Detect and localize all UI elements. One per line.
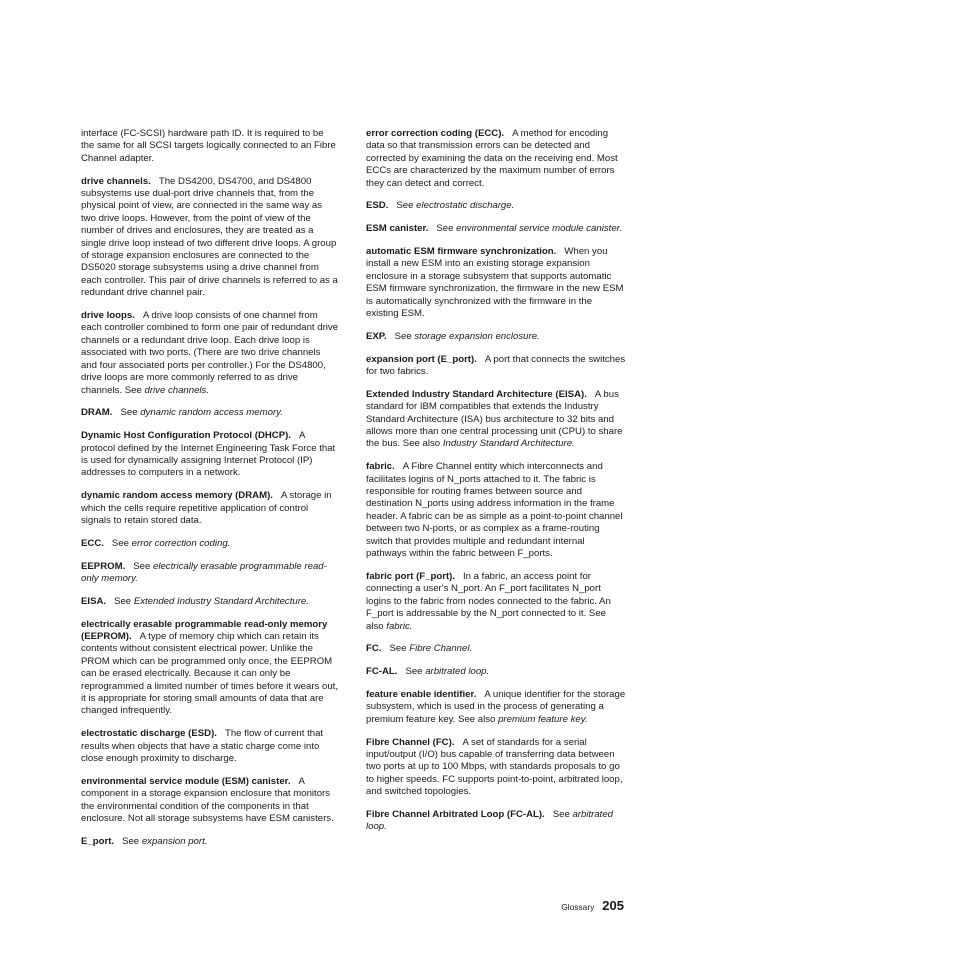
glossary-term: ESM canister.: [366, 223, 429, 235]
glossary-definition: interface (FC-SCSI) hardware path ID. It is required to be the same for all SCSI targets logically connected to an Fibre Channel adapter.: [81, 128, 336, 164]
glossary-entry: [81, 407, 339, 419]
glossary-term: drive channels.: [81, 175, 151, 187]
glossary-entry: [366, 389, 626, 451]
glossary-definition: See: [111, 537, 129, 549]
glossary-definition: See: [396, 200, 414, 212]
glossary-cross-reference: storage expansion enclosure: [414, 330, 538, 342]
glossary-definition: The flow of current that results when objects that have a static charge come into close enough proximity to discharge.: [81, 728, 324, 764]
glossary-definition: See: [133, 560, 151, 572]
glossary-entry: [81, 728, 339, 765]
glossary-cross-reference: electrostatic discharge: [416, 200, 512, 212]
glossary-term: expansion port (E_port).: [366, 353, 477, 365]
glossary-punctuation: .: [306, 595, 309, 607]
glossary-definition: See: [114, 595, 132, 607]
glossary-entry: [81, 310, 339, 397]
glossary-entry: [366, 461, 626, 560]
glossary-term: Fibre Channel (FC).: [366, 736, 455, 748]
glossary-definition: See: [552, 808, 570, 820]
glossary-entry: [81, 836, 339, 848]
glossary-entry: [81, 538, 339, 550]
glossary-column-right: [366, 128, 626, 844]
glossary-term: EEPROM.: [81, 560, 126, 572]
glossary-column-left: [81, 128, 339, 859]
glossary-term: error correction coding (ECC).: [366, 128, 505, 139]
glossary-definition: See: [122, 835, 140, 847]
glossary-cross-reference: dynamic random access memory: [140, 407, 281, 419]
glossary-term: Extended Industry Standard Architecture (EISA).: [366, 388, 587, 400]
glossary-punctuation: .: [486, 666, 490, 678]
glossary-cross-reference: Fibre Channel: [409, 643, 470, 655]
glossary-definition: A unique identifier for the storage subsystem, which is used in the process of generating a premium feature key. See also: [366, 688, 626, 725]
glossary-punctuation: .: [572, 438, 575, 450]
glossary-definition: A component in a storage expansion enclosure that monitors the environmental condition of the components in that enclosure. Not all storage subsystems have ESM canisters.: [81, 775, 334, 824]
glossary-entry: [81, 596, 339, 608]
glossary-punctuation: .: [584, 713, 588, 725]
glossary-term: FC.: [366, 643, 382, 655]
glossary-definition: A protocol defined by the Internet Engineering Task Force that is used for dynamically assigning Internet Protocol (IP) addresses to computers in a network.: [81, 430, 336, 479]
glossary-term: E_port.: [81, 835, 115, 847]
page-number: 205: [602, 898, 624, 913]
glossary-cross-reference: Industry Standard Architecture: [442, 438, 573, 450]
glossary-entry: [366, 689, 626, 726]
glossary-term: environmental service module (ESM) canister.: [81, 775, 291, 787]
glossary-entry: [366, 223, 626, 235]
glossary-cross-reference: arbitrated loop: [425, 666, 487, 678]
glossary-term: electrically erasable programmable read-only memory (EEPROM).: [81, 618, 328, 642]
page-footer: [552, 900, 624, 914]
glossary-cross-reference: fabric: [386, 620, 410, 632]
glossary-term: ECC.: [81, 537, 104, 549]
footer-section-label: Glossary: [561, 902, 595, 912]
glossary-entry: [366, 666, 626, 678]
glossary-punctuation: .: [469, 643, 473, 655]
glossary-definition: A port that connects the switches for two fabrics.: [366, 353, 626, 378]
glossary-punctuation: .: [280, 407, 283, 419]
glossary-definition: A method for encoding data so that transmission errors can be detected and corrected by examining the data on the receiving end. Most ECCs are characterized by the maximum number of errors they can detect and correct.: [366, 128, 618, 189]
glossary-term: dynamic random access memory (DRAM).: [81, 490, 273, 502]
glossary-entry: [81, 128, 339, 165]
glossary-term: automatic ESM firmware synchronization.: [366, 246, 557, 258]
glossary-entry: [366, 331, 626, 343]
glossary-term: ESD.: [366, 200, 389, 212]
glossary-term: Dynamic Host Configuration Protocol (DHCP).: [81, 430, 291, 442]
glossary-term: FC-AL.: [366, 666, 398, 678]
glossary-punctuation: .: [206, 384, 210, 396]
glossary-entry: [366, 809, 626, 834]
glossary-term: feature enable identifier.: [366, 688, 477, 700]
glossary-entry: [81, 430, 339, 480]
glossary-entry: [366, 128, 626, 190]
glossary-term: fabric.: [366, 461, 395, 473]
glossary-definition: A set of standards for a serial input/output (I/O) bus capable of transferring data between two ports at up to 100 Mbps, with standards proposals to go to higher speeds. FC supports point-to-point, arbitrated loop, and switched topologies.: [366, 736, 623, 798]
glossary-definition: See: [120, 407, 138, 419]
glossary-definition: See: [389, 643, 407, 655]
glossary-cross-reference: drive channels: [144, 384, 207, 396]
glossary-punctuation: .: [619, 223, 623, 235]
glossary-term: electrostatic discharge (ESD).: [81, 728, 217, 740]
glossary-definition: A bus standard for IBM compatibles that extends the Industry Standard Architecture (ISA) bus architecture to 32 bits and allows more than one central processing unit (CPU) to share the bus. See also: [366, 388, 623, 450]
glossary-entry: [81, 176, 339, 300]
glossary-entry: [366, 737, 626, 799]
glossary-punctuation: .: [227, 537, 231, 549]
glossary-entry: [366, 571, 626, 633]
glossary-definition: A type of memory chip which can retain its contents without consistent electrical power. Unlike the PROM which can be programmed only once, the EEPROM can be erased electrically. Because it can only be reprogrammed a limited number of times before it wears out, it is appropriate for storing small amounts of data that are changed infrequently.: [81, 630, 339, 717]
glossary-term: drive loops.: [81, 310, 135, 322]
glossary-definition: A Fibre Channel entity which interconnects and facilitates logins of N_ports attached to it. The fabric is responsible for routing frames between source and destination N_ports using address information in the frame header. A fabric can be as simple as a point-to-point channel between two N-ports, or as complex as a frame-routing switch that provides multiple and redundant internal pathways within the fabric between F_ports.: [366, 461, 623, 560]
glossary-punctuation: .: [384, 821, 387, 833]
glossary-term: EISA.: [81, 595, 107, 607]
glossary-punctuation: .: [135, 572, 138, 584]
glossary-entry: [81, 490, 339, 527]
glossary-cross-reference: Extended Industry Standard Architecture: [133, 595, 307, 607]
glossary-term: fabric port (F_port).: [366, 570, 456, 582]
glossary-definition: When you install a new ESM into an existing storage expansion enclosure in a storage subsystem that supports automatic ESM firmware synchronization, the firmware in the new ESM is automatically synchronized with the firmware in the existing ESM.: [366, 246, 624, 320]
glossary-punctuation: .: [204, 835, 208, 847]
glossary-definition: The DS4200, DS4700, and DS4800 subsystems use dual-port drive channels that, from the physical point of view, are connected in the same way as two drive loops. However, from the point of view of the number of drives and enclosures, they are treated as a single drive loop instead of two different drive loops. A group of storage expansion enclosures are connected to the DS5020 storage subsystems using a drive channel from each controller. This pair of drive channels is referred to as a redundant drive channel pair.: [81, 175, 338, 299]
glossary-definition: See: [405, 666, 423, 678]
glossary-entry: [366, 246, 626, 320]
glossary-definition: See: [394, 330, 412, 342]
glossary-cross-reference: arbitrated loop: [366, 808, 613, 833]
glossary-cross-reference: expansion port: [141, 835, 205, 847]
glossary-entry: [366, 354, 626, 379]
glossary-punctuation: .: [511, 200, 515, 212]
glossary-cross-reference: electrically erasable programmable read-only memory: [81, 560, 327, 584]
glossary-entry: [366, 643, 626, 655]
glossary-term: DRAM.: [81, 407, 113, 419]
glossary-definition: In a fabric, an access point for connecting a user's N_port. An F_port facilitates N_port logins to the fabric from nodes connected to the fabric. An F_port is addressable by the N_port connected to it. See also: [366, 570, 611, 632]
glossary-entry: [81, 776, 339, 826]
glossary-definition: A drive loop consists of one channel from each controller combined to form one pair of redundant drive channels or a redundant drive loop. Each drive loop is associated with two ports. (There are two drive channels and four associated ports per controller.) For the DS4800, drive loops are more commonly referred to as drive channels. See: [81, 310, 339, 396]
glossary-entry: [81, 619, 339, 718]
glossary-term: Fibre Channel Arbitrated Loop (FC-AL).: [366, 808, 545, 820]
glossary-punctuation: .: [409, 620, 413, 632]
glossary-punctuation: .: [537, 330, 540, 342]
glossary-definition: A storage in which the cells require repetitive application of control signals to retain stored data.: [81, 490, 332, 526]
glossary-entry: [81, 561, 339, 586]
glossary-entry: [366, 200, 626, 212]
glossary-cross-reference: error correction coding: [131, 537, 228, 549]
glossary-term: EXP.: [366, 330, 387, 342]
glossary-definition: See: [436, 223, 454, 235]
glossary-cross-reference: premium feature key: [498, 713, 585, 725]
glossary-cross-reference: environmental service module canister: [456, 223, 620, 235]
